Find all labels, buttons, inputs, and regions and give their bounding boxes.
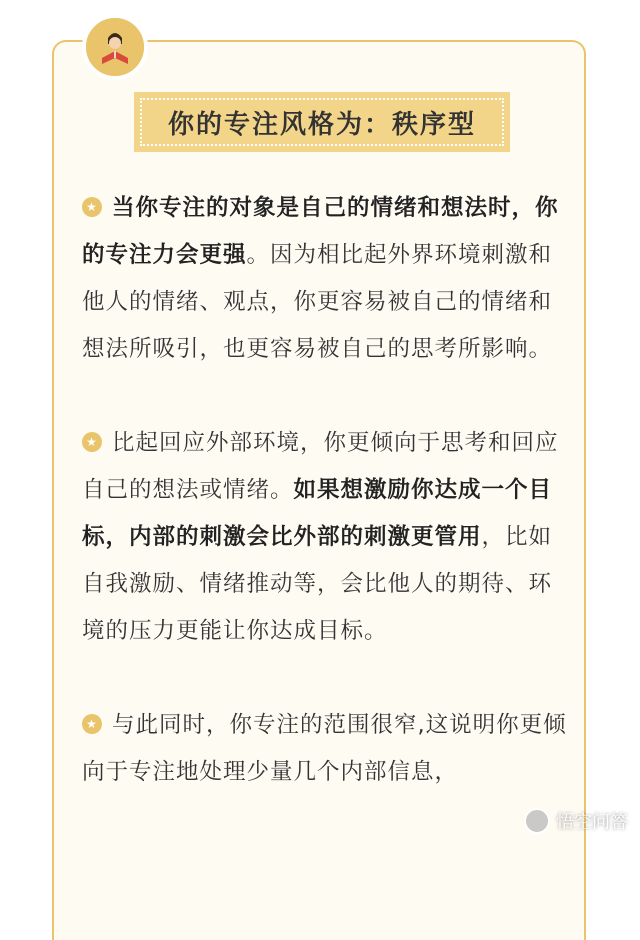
paragraph-2-text-before: 比起回应外部环境，你更倾向于思考和回应自己的想法或情绪。 xyxy=(82,430,559,503)
page-title: 你的专注风格为：秩序型 xyxy=(140,98,504,146)
paragraph-2 xyxy=(82,420,567,655)
paragraph-3-text: 与此同时，你专注的范围很窄,这说明你更倾向于专注地处理少量几个内部信息， xyxy=(82,712,567,785)
paragraph-1 xyxy=(82,185,567,373)
star-bullet-icon xyxy=(82,432,102,452)
article-body xyxy=(82,185,567,843)
reading-person-icon xyxy=(82,14,148,80)
watermark-text: 悟空问答 xyxy=(556,812,628,833)
title-banner xyxy=(134,92,510,152)
watermark-logo-icon xyxy=(524,808,550,834)
paragraph-2-bold: 如果想激励你达成一个目标，内部的刺激会比外部的刺激更管用 xyxy=(82,477,553,550)
star-bullet-icon xyxy=(82,714,102,734)
paragraph-1-text: 。因为相比起外界环境刺激和他人的情绪、观点，你更容易被自己的情绪和想法所吸引，也更容易被自己的思考所影响。 xyxy=(82,242,553,362)
star-bullet-icon xyxy=(82,197,102,217)
watermark xyxy=(524,808,628,834)
paragraph-2-text-after: ，比如自我激励、情绪推动等，会比他人的期待、环境的压力更能让你达成目标。 xyxy=(82,524,553,644)
paragraph-3 xyxy=(82,702,567,796)
paragraph-1-bold: 当你专注的对象是自己的情绪和想法时，你的专注力会更强 xyxy=(82,195,559,268)
